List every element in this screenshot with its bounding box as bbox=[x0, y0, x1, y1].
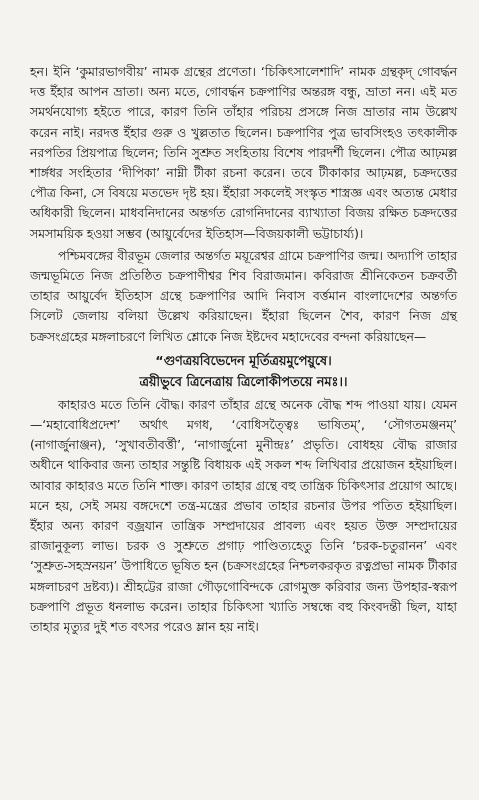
paragraph-intro: হন। ইনি ‘কুমারভাগবীয়’ নামক গ্রন্থের প্রণেতা। ‘চিকিৎসালেশাদি’ নামক গ্রন্থকৃদ্‌ গোবর্দ্ধন দত্ত ইঁহার আপন ভ্রাতা। অন্য মতে, গোবর্দ্ধন চক্রপাণির অন্তরঙ্গ বন্ধু, ভ্রাতা নন। এই মত সমর্থনযোগ্য হইতে পারে, কারণ তিনি তাঁহার পরিচয় প্রসঙ্গে নিজ ভ্রাতার নাম উল্লেখ করেন নাই। নরদত্ত ইঁহার গুরু ও খুল্লতাত ছিলেন। চক্রপাণির পুত্র ভাবসিংহও তৎকালীক নরপতির প্রিয়পাত্র ছিলেন; তিনি সুশ্রুত সংহিতায় বিশেষ পারদর্শী ছিলেন। পৌত্র আঢ়মল্ল শার্ঙ্গধর সংহিতার ‘দীপিকা’ নাম্নী টীকা রচনা করেন। তবে টীকাকার আঢ়মল্ল, চক্রদত্তের পৌত্র কিনা, সে বিষয়ে মতভেদ দৃষ্ট হয়। ইঁহারা সকলেই সংস্কৃত শাস্ত্রজ্ঞ এবং অত্যন্ত মেধার অধিকারী ছিলেন। মাধবনিদানের অন্তর্গত রোগনিদানের ব্যাখ্যাতা বিজয় রক্ষিত চক্রদত্তের সমসাময়িক হওয়া সম্ভব (আয়ুর্বেদের ইতিহাস—বিজয়কালী ভট্টাচার্য্য)। bbox=[30, 65, 457, 241]
paragraph-religion: কাহারও মতে তিনি বৌদ্ধ। কারণ তাঁহার গ্রন্থে অনেক বৌদ্ধ শব্দ পাওয়া যায়। যেমন—‘মহাবোধিপ্রদেশ’ অর্থাৎ মগধ, ‘বোধিসত্ত্বৈঃ ভাষিতম্’, ‘সৌগতমঞ্জনম্’ (নাগার্জুনাঞ্জন), ‘সুখাবতীবর্ত্তী’, ‘নাগার্জুনো মুনীন্দ্রঃ’ প্রভৃতি। বোধহয় বৌদ্ধ রাজার অধীনে থাকিবার জন্য তাহার সন্তুষ্টি বিধায়ক এই সকল শব্দ লিখিবার প্রয়োজন হইয়াছিল। আবার কাহারও মতে তিনি শাক্ত। কারণ তাহার গ্রন্থে বহু তান্ত্রিক চিকিৎসার প্রয়োগ আছে। মনে হয়, সেই সময় বঙ্গদেশে তন্ত্র-মন্ত্রের প্রভাব তাহার রচনার উপর পতিত হইয়াছিল। ইঁহার অন্য কারণ বজ্রযান তান্ত্রিক সম্প্রদায়ের প্রাবল্য এবং হয়ত উক্ত সম্প্রদায়ের রাজানুকূল্য লাভ। চরক ও সুশ্রুতে প্রগাঢ় পাণ্ডিত্যহেতু তিনি ‘চরক-চতুরানন’ এবং ‘সুশ্রুত-সহস্রনয়ন’ উপাধিতে ভূষিত হন (চক্রসংগ্রহের নিশ্চলকরকৃত রত্নপ্রভা নামক টীকার মঙ্গলাচরণ দ্রষ্টব্য)। শ্রীহট্টের রাজা গৌড়গোবিন্দকে রোগমুক্ত করিবার জন্য উপহার-স্বরূপ চক্রপাণি প্রভূত ধনলাভ করেন। তাহার চিকিৎসা খ্যাতি সম্বন্ধে বহু কিংবদন্তী ছিল, যাহা তাহার মৃত্যুর দুই শত বৎসর পরেও ম্লান হয় নাই। bbox=[30, 397, 457, 635]
sanskrit-verse bbox=[30, 351, 457, 393]
paragraph-birthplace: পশ্চিমবঙ্গের বীরভূম জেলার অন্তর্গত ময়ূরেশ্বর গ্রামে চক্রপাণির জন্ম। অদ্যাপি তাহার জন্মভূমিতে নিজ প্রতিষ্ঠিত চক্রপাণীশ্বর শিব বিরাজমান। কবিরাজ শ্রীনিকেতন চক্রবর্তী তাহার আয়ুর্বেদ ইতিহাস গ্রন্থে চক্রপাণির আদি নিবাস বর্ত্তমান বাংলাদেশের অন্তর্গত সিলেট জেলায় বলিয়া উল্লেখ করিয়াছেন। ইঁহারা ছিলেন শৈব, কারণ নিজ গ্রন্থ চক্রসংগ্রহের মঙ্গলাচরণে লিখিত শ্লোকে নিজ ইষ্টদেব মহাদেবের বন্দনা করিয়াছেন— bbox=[30, 248, 457, 344]
verse-line-2: ত্রয়ীভুবে ত্রিনেত্রায় ত্রিলোকীপতয়ে নমঃ।। bbox=[139, 374, 348, 390]
verse-line-1: “গুণত্রয়বিভেদেন মূর্তিত্রয়মুপেয়ুষে। bbox=[155, 353, 332, 369]
